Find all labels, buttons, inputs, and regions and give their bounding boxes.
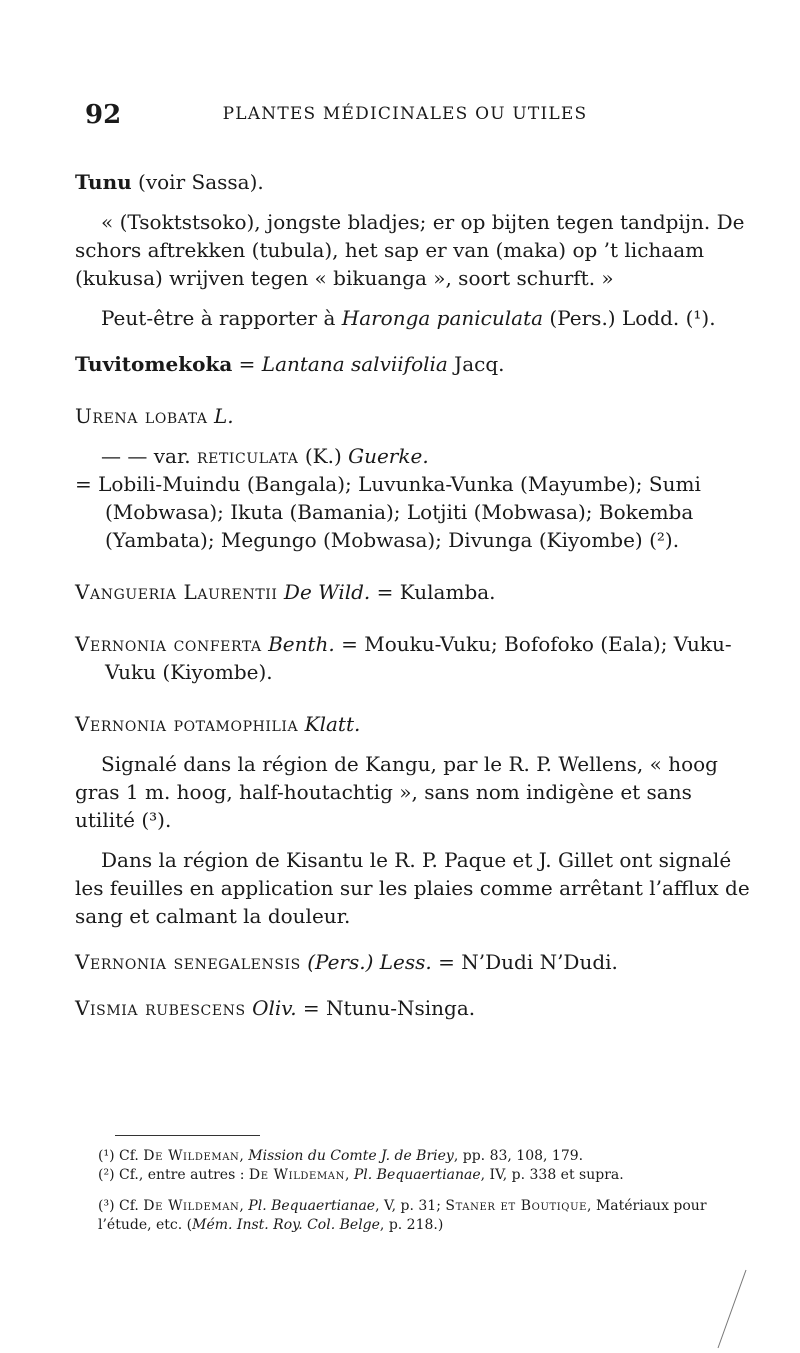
entry-note: Peut-être à rapporter à Haronga paniculata (Pers.) Lodd. (¹). — [101, 306, 716, 330]
footnote-rule — [115, 1135, 260, 1136]
pencil-stroke-mark — [712, 1268, 752, 1350]
entry-head: Vernonia senegalensis — [75, 950, 301, 974]
footnote-2: (²) Cf., entre autres : De Wildeman, Pl. Bequaertianae, IV, p. 338 et supra. — [98, 1167, 624, 1183]
variety-name: reticulata — [197, 444, 299, 468]
main-text — [75, 168, 750, 1046]
entry-see: (voir Sassa). — [131, 170, 264, 194]
entry-paragraph: Signalé dans la région de Kangu, par le R. P. Wellens, « hoog gras 1 m. hoog, half-houtachtig », sans nom indigène et sans utilité (³). — [75, 752, 718, 832]
entry-paragraph: Dans la région de Kisantu le R. P. Paque et J. Gillet ont signalé les feuilles en application sur les plaies comme arrêtant l’afflux de sang et calmant la douleur. — [75, 848, 750, 928]
entry-head: Vismia rubescens — [75, 996, 246, 1020]
entry-head: Urena lobata — [75, 404, 208, 428]
entry-head: Vangueria Laurentii — [75, 580, 278, 604]
footnotes — [98, 1147, 748, 1235]
entry-urena: Urena lobata L. — — var. reticulata (K.) Guerke. = Lobili-Muindu (Bangala); Luvunka-Vunka (Mayumbe); Sumi (Mobwasa); Ikuta (Bamania); Lotjiti (Mobwasa); Bokemba (Yambata); Megungo (Mobwasa); Divunga (Kiyombe) (²). — [75, 402, 750, 554]
species-name: Lantana salviifolia — [261, 352, 448, 376]
running-head: PLANTES MÉDICINALES OU UTILES — [222, 104, 588, 124]
entry-head: Tunu — [75, 170, 132, 194]
entry-head: Tuvitomekoka — [75, 352, 233, 376]
species-name: Haronga paniculata — [341, 306, 544, 330]
entry-vernonia-conferta: Vernonia conferta Benth. = Mouku-Vuku; Bofofoko (Eala); Vuku-Vuku (Kiyombe). — [75, 632, 732, 684]
entry-vernonia-potamophilia: Vernonia potamophilia Klatt. Signalé dans la région de Kangu, par le R. P. Wellens, « hoog gras 1 m. hoog, half-houtachtig », sans nom indigène et sans utilité (³). Dans la région de Kisantu le R. P. Paque et J. Gillet ont signalé les feuilles en application sur les plaies comme arrêtant l’afflux de sang et calmant la douleur. — [75, 712, 750, 928]
page-number: 92 — [85, 100, 122, 130]
entry-tunu — [75, 168, 750, 332]
entry-vismia: Vismia rubescens Oliv. = Ntunu-Nsinga. — [75, 996, 476, 1020]
entry-head: Vernonia conferta — [75, 632, 262, 656]
entry-head: Vernonia potamophilia — [75, 712, 299, 736]
page-header — [85, 100, 725, 140]
entry-vangueria: Vangueria Laurentii De Wild. = Kulamba. — [75, 580, 496, 604]
footnote-1: (¹) Cf. De Wildeman, Mission du Comte J. de Briey, pp. 83, 108, 179. — [98, 1148, 584, 1164]
footnote-3: (³) Cf. De Wildeman, Pl. Bequaertianae, V, p. 31; Staner et Boutique, Matériaux pour l’étude, etc. (Mém. Inst. Roy. Col. Belge, p. 218.) — [98, 1198, 707, 1233]
entry-tuvitomekoka: Tuvitomekoka = Lantana salviifolia Jacq. — [75, 352, 505, 376]
entry-vernonia-senegalensis: Vernonia senegalensis (Pers.) Less. = N’Dudi N’Dudi. — [75, 950, 618, 974]
entry-vernacular-names: = Lobili-Muindu (Bangala); Luvunka-Vunka (Mayumbe); Sumi (Mobwasa); Ikuta (Bamania); Lotjiti (Mobwasa); Bokemba (Yambata); Megungo (Mobwasa); Divunga (Kiyombe) (²). — [75, 472, 701, 552]
entry-quote: « (Tsoktstsoko), jongste bladjes; er op bijten tegen tandpijn. De schors aftrekken (tubula), het sap er van (maka) op ’t lichaam (kukusa) wrijven tegen « bikuanga », soort schurft. » — [75, 210, 745, 290]
